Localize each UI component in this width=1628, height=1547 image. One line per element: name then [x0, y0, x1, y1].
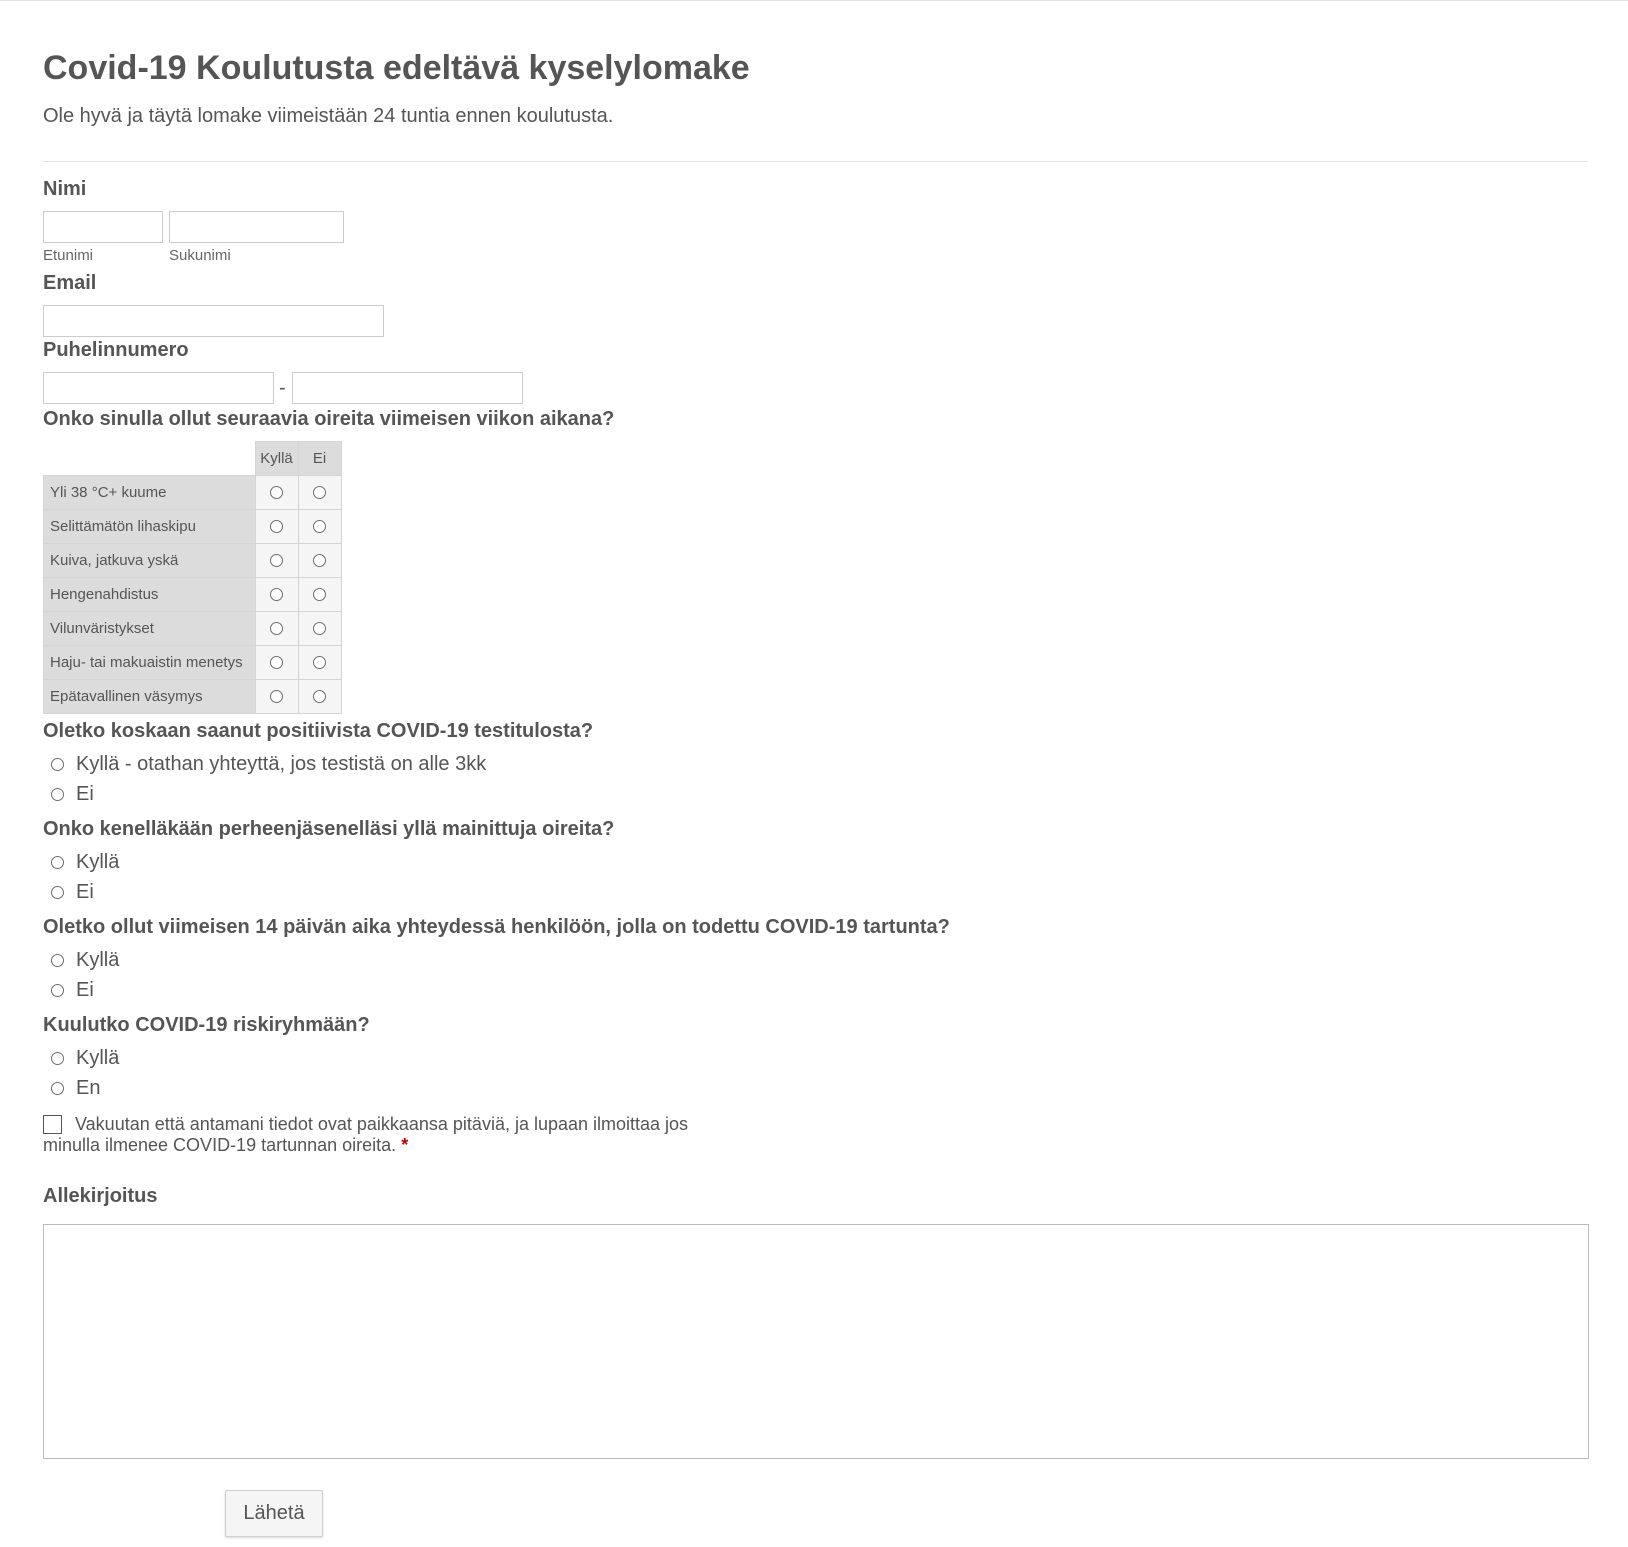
matrix-row	[44, 612, 342, 646]
matrix-row	[44, 578, 342, 612]
radio-ei[interactable]	[313, 656, 326, 669]
positive-test-option-yes[interactable]	[51, 751, 486, 777]
radio-ei[interactable]	[313, 588, 326, 601]
matrix-row-label: Epätavallinen väsymys	[44, 680, 256, 714]
radio-button[interactable]	[51, 1052, 64, 1065]
radio-button[interactable]	[51, 984, 64, 997]
first-name-sublabel: Etunimi	[43, 247, 94, 264]
radio-kylla[interactable]	[270, 622, 283, 635]
matrix-cell-ei[interactable]	[298, 578, 341, 612]
family-symptoms-option-yes[interactable]	[51, 849, 119, 875]
symptoms-matrix	[43, 441, 342, 714]
option-label: Kyllä - otathan yhteyttä, jos testistä on alle 3kk	[76, 752, 487, 775]
matrix-row-label: Hengenahdistus	[44, 578, 256, 612]
option-label: Ei	[76, 978, 94, 1001]
option-label: Kyllä	[76, 948, 120, 971]
radio-ei[interactable]	[313, 622, 326, 635]
risk-group-option-yes[interactable]	[51, 1045, 119, 1071]
risk-group-question: Kuulutko COVID-19 riskiryhmään?	[43, 1014, 370, 1036]
matrix-cell-ei[interactable]	[298, 646, 341, 680]
matrix-cell-kylla[interactable]	[255, 578, 298, 612]
exposure-option-yes[interactable]	[51, 947, 119, 973]
symptoms-question: Onko sinulla ollut seuraavia oireita viimeisen viikon aikana?	[43, 408, 615, 430]
matrix-row	[44, 544, 342, 578]
phone-separator: -	[279, 377, 286, 399]
matrix-row-label: Kuiva, jatkuva yskä	[44, 544, 256, 578]
matrix-row	[44, 510, 342, 544]
radio-kylla[interactable]	[270, 656, 283, 669]
matrix-cell-kylla[interactable]	[255, 544, 298, 578]
phone-area-input[interactable]	[43, 372, 274, 404]
top-border	[0, 0, 1628, 1]
last-name-input[interactable]	[169, 211, 344, 243]
matrix-cell-ei[interactable]	[298, 680, 341, 714]
last-name-sublabel: Sukunimi	[169, 247, 231, 264]
option-label: En	[76, 1076, 101, 1099]
radio-button[interactable]	[51, 954, 64, 967]
consent-text-block	[43, 1114, 743, 1156]
matrix-cell-kylla[interactable]	[255, 612, 298, 646]
phone-label: Puhelinnumero	[43, 339, 189, 361]
first-name-input[interactable]	[43, 211, 163, 243]
radio-ei[interactable]	[313, 690, 326, 703]
matrix-cell-ei[interactable]	[298, 612, 341, 646]
matrix-cell-kylla[interactable]	[255, 476, 298, 510]
radio-button[interactable]	[51, 886, 64, 899]
matrix-col-ei: Ei	[298, 442, 341, 476]
matrix-cell-kylla[interactable]	[255, 680, 298, 714]
matrix-row	[44, 646, 342, 680]
radio-kylla[interactable]	[270, 690, 283, 703]
option-label: Kyllä	[76, 1046, 120, 1069]
radio-ei[interactable]	[313, 486, 326, 499]
radio-button[interactable]	[51, 856, 64, 869]
radio-ei[interactable]	[313, 520, 326, 533]
radio-kylla[interactable]	[270, 520, 283, 533]
radio-button[interactable]	[51, 758, 64, 771]
option-label: Ei	[76, 880, 94, 903]
matrix-cell-ei[interactable]	[298, 544, 341, 578]
option-label: Kyllä	[76, 850, 120, 873]
radio-kylla[interactable]	[270, 486, 283, 499]
radio-kylla[interactable]	[270, 588, 283, 601]
matrix-row	[44, 680, 342, 714]
email-label: Email	[43, 272, 97, 294]
form-subtitle: Ole hyvä ja täytä lomake viimeistään 24 tuntia ennen koulutusta.	[43, 105, 614, 127]
matrix-col-kylla: Kyllä	[255, 442, 298, 476]
exposure-option-no[interactable]	[51, 977, 94, 1003]
required-mark: *	[401, 1135, 409, 1155]
phone-number-input[interactable]	[292, 372, 523, 404]
signature-pad[interactable]	[43, 1224, 1589, 1459]
matrix-row	[44, 476, 342, 510]
matrix-row-label: Vilunväristykset	[44, 612, 256, 646]
exposure-question: Oletko ollut viimeisen 14 päivän aika yhteydessä henkilöön, jolla on todettu COVID-19 tartunta?	[43, 916, 950, 938]
matrix-row-label: Haju- tai makuaistin menetys	[44, 646, 256, 680]
matrix-corner	[44, 442, 256, 476]
header-divider	[43, 161, 1588, 162]
risk-group-option-no[interactable]	[51, 1075, 100, 1101]
radio-button[interactable]	[51, 1082, 64, 1095]
matrix-row-label: Selittämätön lihaskipu	[44, 510, 256, 544]
matrix-row-label: Yli 38 °C+ kuume	[44, 476, 256, 510]
radio-kylla[interactable]	[270, 554, 283, 567]
matrix-cell-ei[interactable]	[298, 476, 341, 510]
family-symptoms-question: Onko kenelläkään perheenjäsenelläsi yllä mainittuja oireita?	[43, 818, 615, 840]
submit-button[interactable]: Lähetä	[225, 1490, 323, 1537]
matrix-cell-kylla[interactable]	[255, 646, 298, 680]
positive-test-option-no[interactable]	[51, 781, 94, 807]
matrix-cell-ei[interactable]	[298, 510, 341, 544]
radio-button[interactable]	[51, 788, 64, 801]
consent-text: Vakuutan että antamani tiedot ovat paikkaansa pitäviä, ja lupaan ilmoittaa jos minulla ilmenee COVID-19 tartunnan oireita.	[43, 1114, 689, 1155]
positive-test-question: Oletko koskaan saanut positiivista COVID-19 testitulosta?	[43, 720, 594, 742]
name-label: Nimi	[43, 178, 87, 200]
form-title: Covid-19 Koulutusta edeltävä kyselylomake	[43, 49, 750, 87]
signature-label: Allekirjoitus	[43, 1185, 158, 1207]
matrix-cell-kylla[interactable]	[255, 510, 298, 544]
email-input[interactable]	[43, 305, 384, 337]
option-label: Ei	[76, 782, 94, 805]
radio-ei[interactable]	[313, 554, 326, 567]
family-symptoms-option-no[interactable]	[51, 879, 94, 905]
